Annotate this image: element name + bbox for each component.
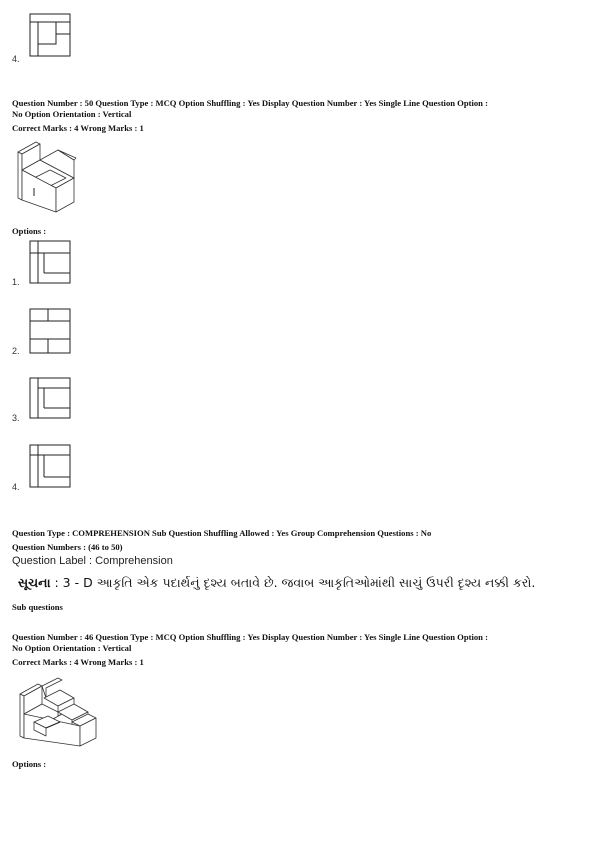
instruction-text: : 3 - D આકૃતિ એક પદાર્થનું દૃશ્ય બતાવે છે. જવાબ આકૃતિઓમાંથી સાચું ઉપરી દૃશ્ય નક્કી કરો. — [50, 575, 536, 590]
comprehension-question-numbers: Question Numbers : (46 to 50) — [12, 542, 123, 552]
comprehension-header: Question Type : COMPREHENSION Sub Question Shuffling Allowed : Yes Group Comprehension Questions : No — [12, 528, 432, 538]
q50-options-label: Options : — [12, 226, 47, 236]
q50-option-4-number: 4. — [12, 482, 20, 492]
q50-header-line2: No Option Orientation : Vertical — [12, 109, 132, 119]
sub-questions-label: Sub questions — [12, 602, 63, 612]
q46-marks: Correct Marks : 4 Wrong Marks : 1 — [12, 657, 144, 667]
q50-option-3-figure — [28, 376, 74, 422]
comprehension-label: Question Label : Comprehension — [12, 555, 173, 567]
instruction-title: સૂચના — [18, 575, 51, 590]
q46-header-line1: Question Number : 46 Question Type : MCQ Option Shuffling : Yes Display Question Number : Yes Single Line Question Option : — [12, 632, 488, 642]
q50-option-1-number: 1. — [12, 277, 20, 287]
q50-option-2-figure — [28, 307, 74, 355]
q46-options-label: Options : — [12, 759, 47, 769]
prev-option-4-number: 4. — [12, 54, 20, 64]
comprehension-instruction — [18, 575, 535, 591]
q50-header-line1: Question Number : 50 Question Type : MCQ Option Shuffling : Yes Display Question Number : Yes Single Line Question Option : — [12, 98, 488, 108]
prev-option-4-figure — [28, 12, 72, 58]
q46-isometric-figure — [14, 672, 98, 750]
q50-option-4-figure — [28, 443, 74, 489]
q50-isometric-figure — [10, 138, 82, 218]
q50-option-1-figure — [28, 239, 74, 285]
q50-option-3-number: 3. — [12, 413, 20, 423]
q46-header-line2: No Option Orientation : Vertical — [12, 643, 132, 653]
q50-option-2-number: 2. — [12, 346, 20, 356]
q50-marks: Correct Marks : 4 Wrong Marks : 1 — [12, 123, 144, 133]
